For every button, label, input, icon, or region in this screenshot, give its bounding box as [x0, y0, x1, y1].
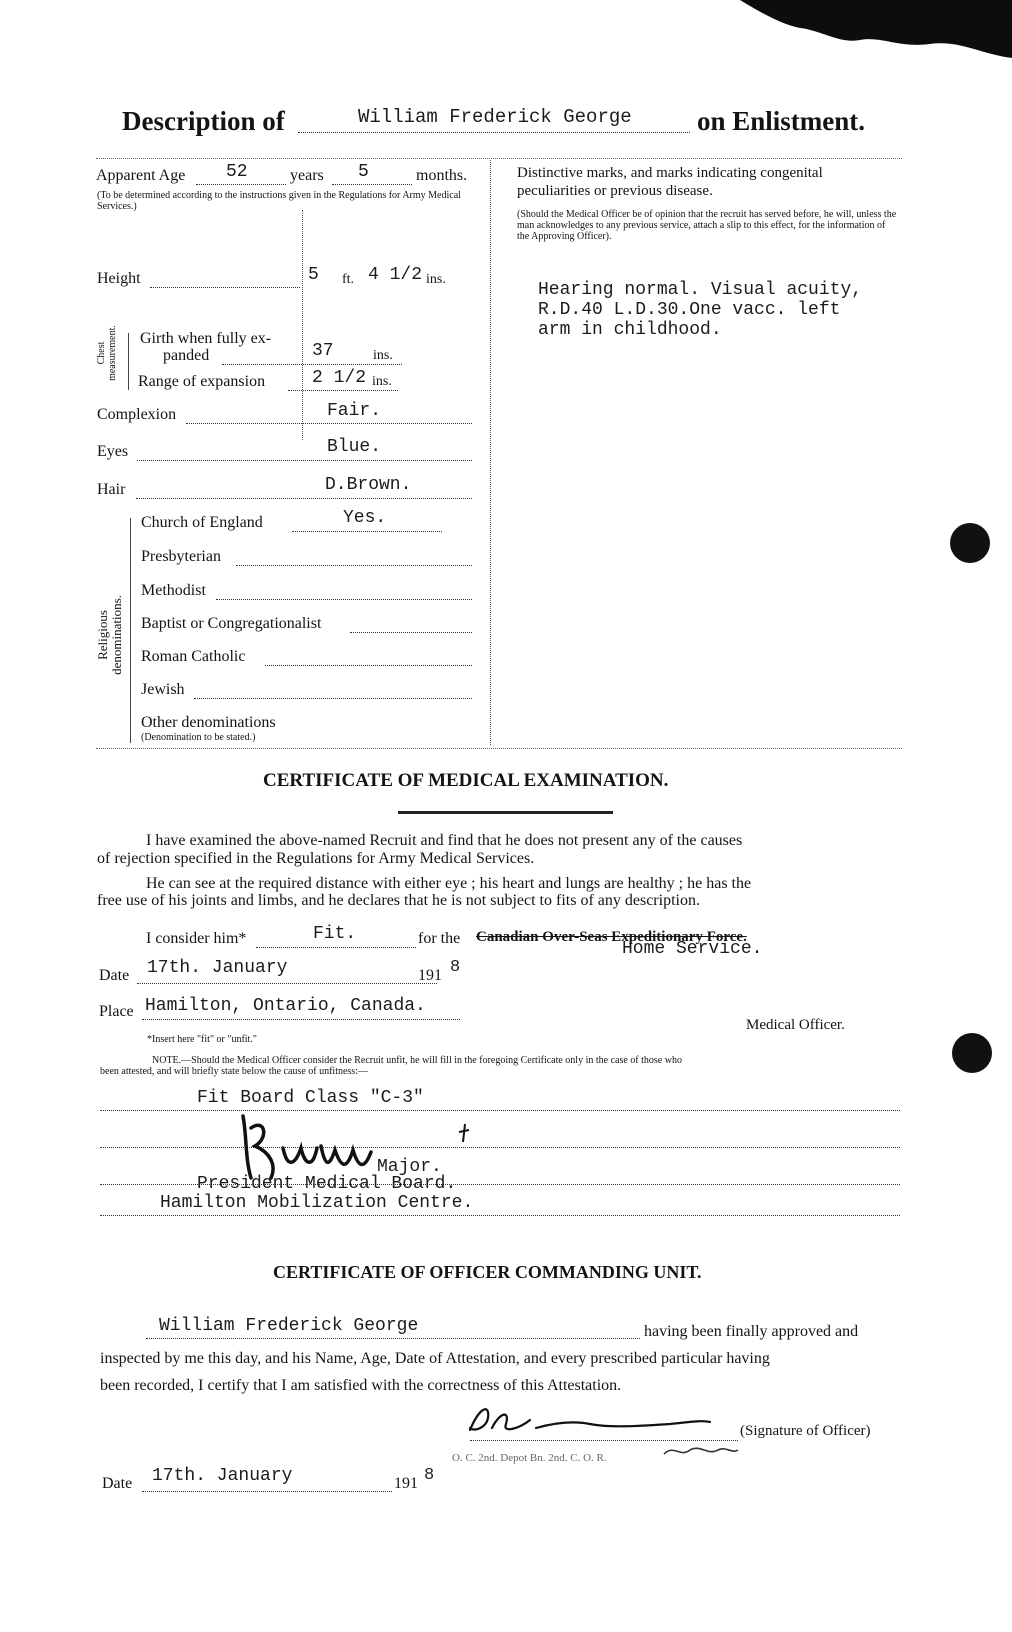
medical-para1-line1: I have examined the above-named Recruit and find that he does not present any of the causes	[146, 832, 743, 849]
unfit-line-2	[100, 1147, 900, 1148]
eyes-line	[137, 460, 472, 461]
age-note: (To be determined according to the instructions given in the Regulations for Army Medical Services.)	[97, 190, 461, 212]
officer-line3: been recorded, I certify that I am satisfied with the correctness of this Attestation.	[100, 1377, 622, 1394]
girth-unit: ins.	[373, 348, 393, 363]
age-months-line	[332, 184, 412, 185]
girth-line	[222, 364, 402, 365]
consider-value: Fit.	[313, 924, 357, 944]
ins-label: ins.	[426, 272, 446, 287]
methodist-line	[216, 599, 472, 600]
medical-heading: CERTIFICATE OF MEDICAL EXAMINATION.	[263, 770, 669, 791]
officer-initials	[660, 1440, 740, 1462]
medical-year-prefix: 191	[418, 967, 442, 984]
chest-bracket	[128, 333, 135, 390]
officer-line1-tail: having been finally approved and	[644, 1323, 859, 1340]
board-president: President Medical Board.	[197, 1174, 457, 1194]
name-dotted-line	[298, 132, 690, 133]
age-years-line	[196, 184, 286, 185]
months-label: months.	[416, 167, 468, 184]
table-bottom-rule	[96, 748, 902, 749]
officer-signature	[440, 1398, 740, 1446]
officer-stamp: O. C. 2nd. Depot Bn. 2nd. C. O. R.	[452, 1452, 607, 1464]
range-label: Range of expansion	[138, 373, 266, 390]
range-unit: ins.	[372, 374, 392, 389]
height-label: Height	[97, 270, 141, 287]
hair-line	[136, 498, 472, 499]
officer-year-prefix: 191	[394, 1475, 418, 1492]
other-denominations-note: (Denomination to be stated.)	[141, 732, 256, 743]
place-value: Hamilton, Ontario, Canada.	[145, 996, 426, 1016]
complexion-value: Fair.	[327, 401, 382, 421]
force-struck-out: Canadian Over-Seas Expeditionary Force.	[476, 929, 747, 945]
title-right: on Enlistment.	[697, 106, 866, 136]
place-line	[142, 1019, 460, 1020]
consider-label: I consider him*	[146, 930, 247, 947]
medical-date-line	[137, 983, 437, 984]
marks-note: (Should the Medical Officer be of opinion that the recruit has served before, he will, unless the man acknowledges to any previous service, attach a slip to this effect, for the information of the Approving Officer).	[517, 209, 897, 242]
president-signature	[225, 1108, 385, 1188]
column-divider	[490, 160, 491, 745]
age-label: Apparent Age	[96, 167, 186, 184]
jewish-label: Jewish	[141, 681, 185, 698]
marks-text-3: arm in childhood.	[538, 320, 722, 340]
church-england-value: Yes.	[343, 508, 387, 528]
top-rule	[96, 158, 902, 159]
board-centre: Hamilton Mobilization Centre.	[160, 1193, 474, 1213]
eyes-label: Eyes	[97, 443, 129, 460]
girth-label-2: panded	[163, 347, 210, 364]
board-rank: Major.	[377, 1157, 442, 1177]
jewish-line	[194, 698, 472, 699]
for-the-label: for the	[418, 930, 461, 947]
height-ft: 5	[308, 265, 319, 285]
punch-hole-bottom	[952, 1033, 992, 1073]
recruit-name: William Frederick George	[358, 106, 632, 128]
medical-para2-line1: He can see at the required distance with either eye ; his heart and lungs are healthy ; he has the	[146, 875, 752, 892]
church-england-line	[292, 531, 442, 532]
unfit-line-1	[100, 1110, 900, 1111]
unfit-line-4	[100, 1215, 900, 1216]
methodist-label: Methodist	[141, 582, 206, 599]
officer-signature-label: (Signature of Officer)	[740, 1423, 871, 1439]
religion-side-label: Religious denominations.	[95, 595, 124, 675]
range-value: 2 1/2	[312, 368, 367, 388]
home-service: Home Service.	[622, 939, 763, 959]
baptist-line	[350, 632, 472, 633]
height-line	[150, 287, 300, 288]
years-label: years	[290, 167, 324, 184]
medical-officer-label: Medical Officer.	[746, 1017, 845, 1033]
marks-heading-1: Distinctive marks, and marks indicating congenital	[517, 165, 823, 181]
officer-name-line	[146, 1338, 640, 1339]
girth-value: 37	[312, 341, 334, 361]
punch-hole-top	[950, 523, 990, 563]
value-divider	[302, 210, 303, 440]
marks-text-1: Hearing normal. Visual acuity,	[538, 280, 863, 300]
marks-text-2: R.D.40 L.D.30.One vacc. left	[538, 300, 841, 320]
officer-date-label: Date	[102, 1475, 133, 1492]
officer-date-line	[142, 1491, 392, 1492]
roman-catholic-line	[265, 665, 472, 666]
signature-mark	[455, 1122, 475, 1146]
ft-label: ft.	[342, 272, 355, 287]
church-england-label: Church of England	[141, 514, 263, 531]
marks-heading-2: peculiarities or previous disease.	[517, 183, 713, 199]
unfit-note-line2: been attested, and will briefly state below the cause of unfitness:—	[100, 1066, 368, 1077]
officer-year-suffix: 8	[424, 1466, 435, 1485]
medical-date-value: 17th. January	[147, 958, 288, 978]
age-months: 5	[358, 162, 369, 182]
eyes-value: Blue.	[327, 437, 382, 457]
medical-heading-rule	[398, 811, 613, 814]
chest-side-label: Chest measurement.	[96, 325, 118, 381]
girth-label-1: Girth when fully ex-	[140, 330, 272, 347]
hair-value: D.Brown.	[325, 475, 412, 495]
medical-year-suffix: 8	[450, 958, 461, 977]
medical-para2-line2: free use of his joints and limbs, and he declares that he is not subject to fits of any description.	[97, 892, 700, 909]
complexion-label: Complexion	[97, 406, 177, 423]
officer-heading: CERTIFICATE OF OFFICER COMMANDING UNIT.	[273, 1262, 702, 1282]
consider-line	[256, 947, 416, 948]
board-line: Fit Board Class "C-3"	[197, 1088, 424, 1108]
religion-bracket	[130, 518, 137, 743]
medical-para1-line2: of rejection specified in the Regulations for Army Medical Services.	[97, 850, 535, 867]
age-years: 52	[226, 162, 248, 182]
officer-line2: inspected by me this day, and his Name, Age, Date of Attestation, and every prescribed particular having	[100, 1350, 770, 1367]
other-denominations-label: Other denominations	[141, 714, 276, 731]
presbyterian-label: Presbyterian	[141, 548, 221, 565]
insert-note: *Insert here "fit" or "unfit."	[147, 1034, 257, 1045]
hair-label: Hair	[97, 481, 126, 498]
officer-recruit-name: William Frederick George	[159, 1316, 419, 1336]
officer-date-value: 17th. January	[152, 1466, 293, 1486]
complexion-line	[186, 423, 472, 424]
height-in: 4 1/2	[368, 265, 423, 285]
medical-date-label: Date	[99, 967, 130, 984]
presbyterian-line	[236, 565, 472, 566]
title-left: Description of	[122, 106, 285, 136]
place-label: Place	[99, 1003, 134, 1020]
range-line	[288, 390, 398, 391]
roman-catholic-label: Roman Catholic	[141, 648, 246, 665]
unfit-note-line1: NOTE.—Should the Medical Officer consider the Recruit unfit, he will fill in the foregoing Certificate only in the case of those who	[152, 1055, 682, 1066]
torn-corner	[740, 0, 1012, 60]
baptist-label: Baptist or Congregationalist	[141, 615, 322, 632]
